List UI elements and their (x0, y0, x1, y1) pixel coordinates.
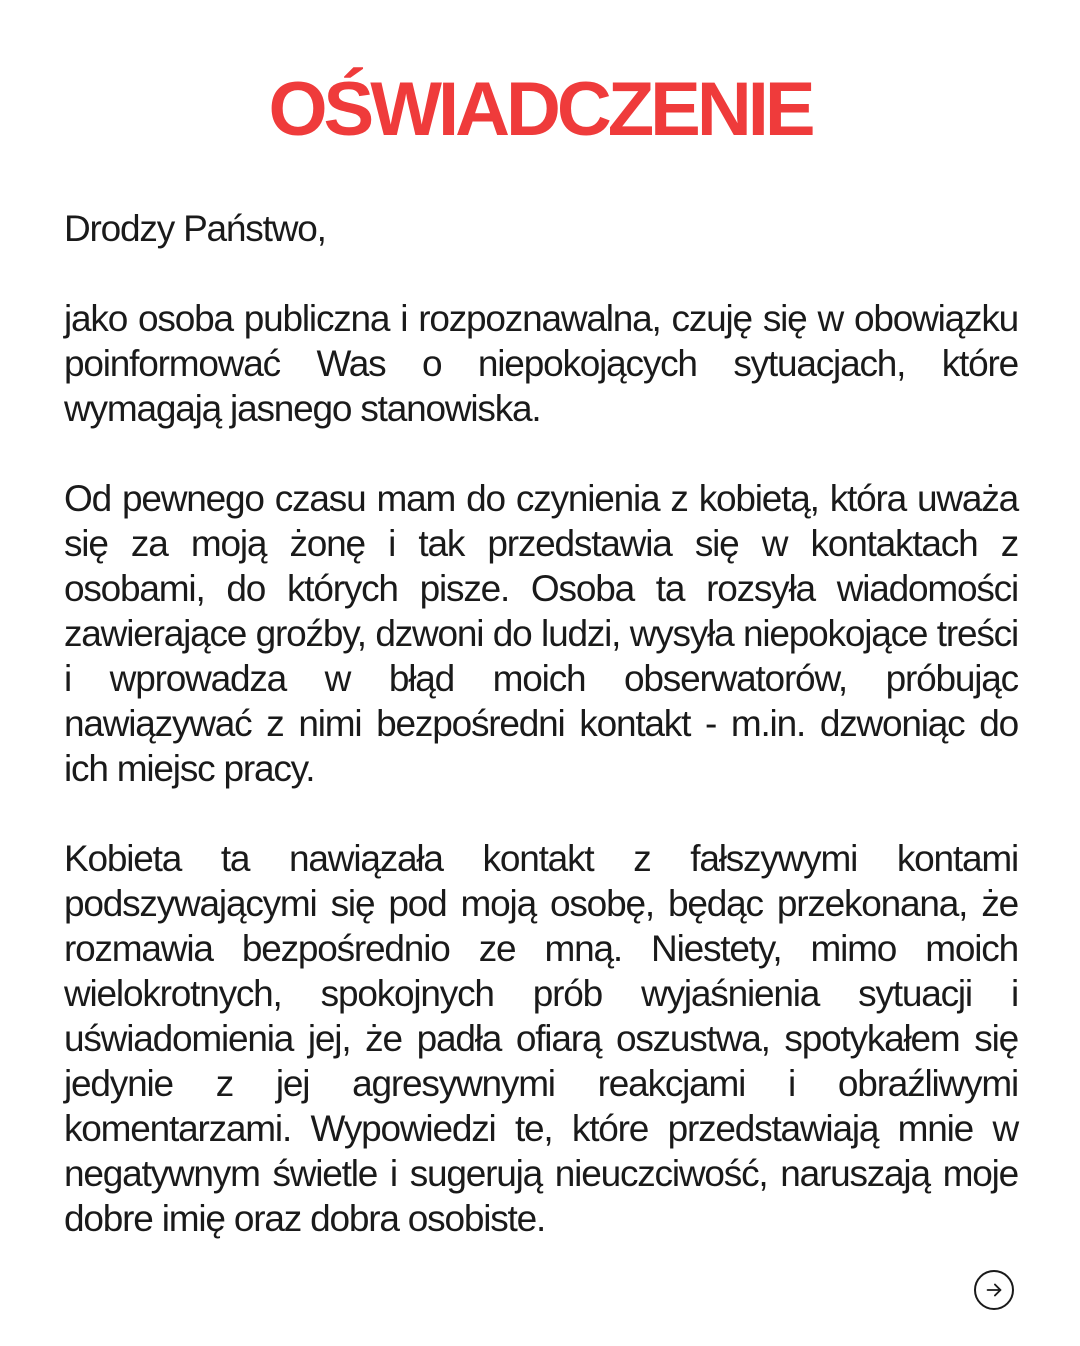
paragraph-3: Kobieta ta nawiązała kontakt z fałszywymi kontami podszywającymi się pod moją osobę, będąc przekonana, że rozmawia bezpośrednio ze mną. Niestety, mimo moich wielokrotnych, spokojnych prób wyjaśnienia sytuacji i uświadomienia jej, że padła ofiarą oszustwa, spotykałem się jedynie z jej agresywnymi reakcjami i obraźliwymi komentarzami. Wypowiedzi te, które przedstawiają mnie w negatywnym świetle i sugerują nieuczciwość, naruszają moje dobre imię oraz dobra osobiste. (64, 838, 1018, 1239)
paragraph-1: jako osoba publiczna i rozpoznawalna, czuję się w obowiązku poinformować Was o niepokojących sytuacjach, które wymagają jasnego stanowiska. (64, 298, 1018, 429)
next-page-button[interactable] (974, 1270, 1014, 1310)
paragraph-2: Od pewnego czasu mam do czynienia z kobietą, która uważa się za moją żonę i tak przedstawia się w kontaktach z osobami, do których pisze. Osoba ta rozsyła wiadomości zawierające groźby, dzwoni do ludzi, wysyła niepokojące treści i wprowadza w błąd moich obserwatorów, próbując nawiązywać z nimi bezpośredni kontakt - m.in. dzwoniąc do ich miejsc pracy. (64, 478, 1018, 789)
page-title: OŚWIADCZENIE (268, 67, 812, 152)
greeting: Drodzy Państwo, (64, 208, 326, 249)
statement-body (64, 206, 1018, 1286)
arrow-right-icon (983, 1279, 1005, 1301)
